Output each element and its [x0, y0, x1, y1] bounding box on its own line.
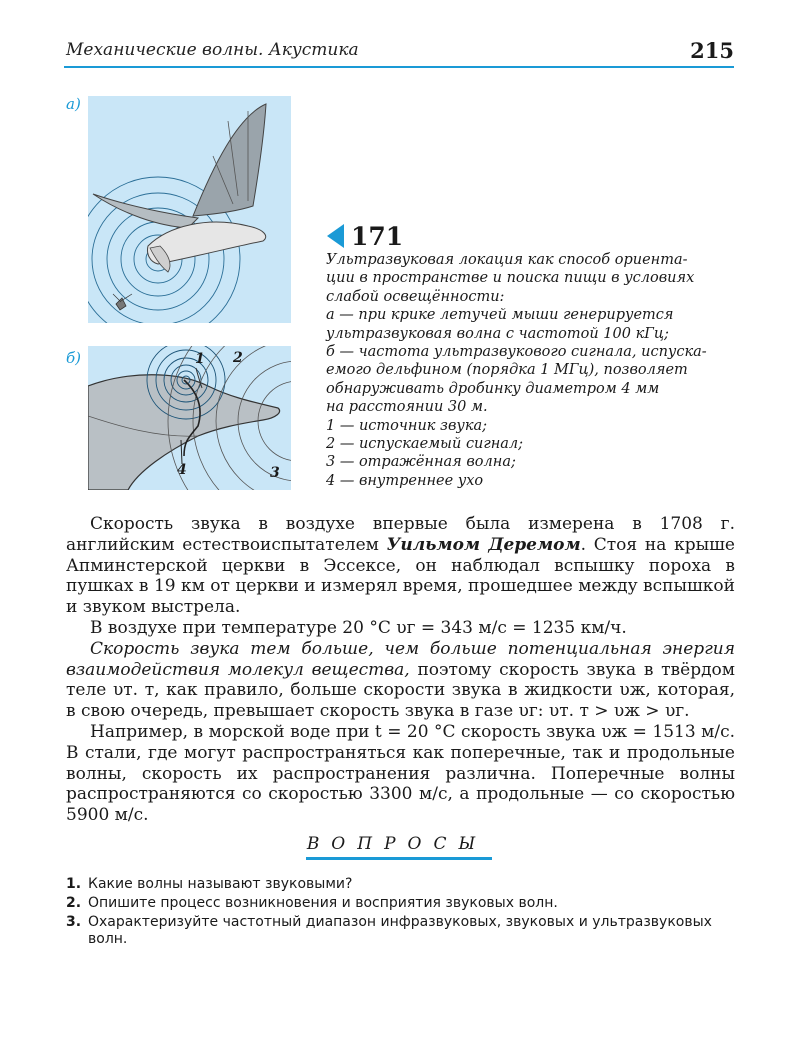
- key-statement: Скорость звука тем больше, чем больше потенциальная энергия взаимодействия молекул вещества,: [66, 638, 735, 680]
- bat-image: [88, 96, 291, 323]
- page-number: 215: [690, 38, 734, 63]
- main-text: [66, 514, 735, 826]
- paragraph-3: [66, 639, 735, 722]
- question-number: 2.: [66, 895, 82, 911]
- caption-line: Ультразвуковая локация как способ ориента-: [326, 252, 688, 268]
- figure-label-a: а): [66, 95, 81, 113]
- scientist-name: Уильмом Деремом: [386, 534, 581, 555]
- caption-line: 2 — испускаемый сигнал;: [326, 436, 524, 453]
- question-text: Опишите процесс возникновения и восприятия звуковых волн.: [88, 895, 558, 911]
- caption-line: б — частота ультразвукового сигнала, испуска-: [326, 344, 707, 361]
- question-item: [66, 914, 738, 948]
- header-rule: [64, 66, 734, 68]
- caption-line: ультразвуковая волна с частотой 100 кГц;: [326, 325, 669, 342]
- paragraph-2: В воздухе при температуре 20 °С υг = 343 м/с = 1235 км/ч.: [90, 617, 627, 638]
- questions-heading: ВОПРОСЫ: [306, 834, 488, 854]
- caption-line: 1 — источник звука;: [326, 417, 488, 434]
- question-number: 1.: [66, 876, 82, 892]
- caption-line: 3 — отражённая волна;: [326, 454, 516, 471]
- marker-3: 3: [270, 465, 280, 481]
- question-text: Какие волны называют звуковыми?: [88, 876, 353, 892]
- running-title: Механические волны. Акустика: [66, 40, 359, 60]
- figure-caption: [326, 251, 746, 490]
- figure-number: 171: [351, 222, 404, 251]
- questions-list: [66, 876, 738, 950]
- paragraph-text: Скорость звука в воздухе впервые была измерена в 1708 г. английским естествоиспытателем: [66, 514, 735, 555]
- figure-label-b: б): [66, 349, 82, 367]
- question-item: [66, 876, 738, 893]
- dolphin-image: [88, 346, 291, 490]
- marker-4: 4: [177, 462, 187, 478]
- caption-line: емого дельфином (порядка 1 МГц), позволяет: [326, 362, 688, 379]
- dolphin-illustration: [88, 346, 291, 490]
- caption-line: ции в пространстве и поиска пищи в условиях: [326, 270, 695, 287]
- marker-2: 2: [233, 350, 243, 366]
- questions-rule: [306, 857, 492, 860]
- caption-line: 4 — внутреннее ухо: [326, 472, 484, 489]
- question-number: 3.: [66, 914, 82, 930]
- caption-line: обнаруживать дробинку диаметром 4 мм: [326, 380, 660, 397]
- caption-line: а — при крике летучей мыши генерируется: [326, 307, 674, 324]
- paragraph-1: [66, 514, 735, 618]
- paragraph-4: Например, в морской воде при t = 20 °С скорость звука υж = 1513 м/с. В стали, где могут распространяться как поперечные, так и продольные волны, скорость их распространения различна. Поперечные волны распространяются со скоростью 3300 м/с, а продольные — со скоростью 5900 м/с.: [66, 721, 735, 826]
- question-item: [66, 895, 738, 912]
- paragraph-text: . Стоя на крыше Апминстерской церкви в Эссексе, он наблюдал вспышку пороха в пушках в 19 км от церкви и измерял время, прошедшее между вспышкой и звуком выстрела.: [66, 534, 735, 618]
- caption-line: на расстоянии 30 м.: [326, 399, 488, 416]
- marker-1: 1: [195, 351, 205, 367]
- caption-arrow-icon: [327, 224, 344, 248]
- question-text: Охарактеризуйте частотный диапазон инфразвуковых, звуковых и ультразвуковых волн.: [88, 914, 712, 947]
- caption-line: слабой освещённости:: [326, 288, 505, 305]
- bat-illustration: [88, 96, 291, 323]
- paragraph-text: поэтому скорость звука в твёрдом теле υт. т, как правило, больше скорости звука в жидкости υж, которая, в свою очередь, превышает скорость звука в газе υг: υт. т > υж > υг.: [66, 659, 735, 722]
